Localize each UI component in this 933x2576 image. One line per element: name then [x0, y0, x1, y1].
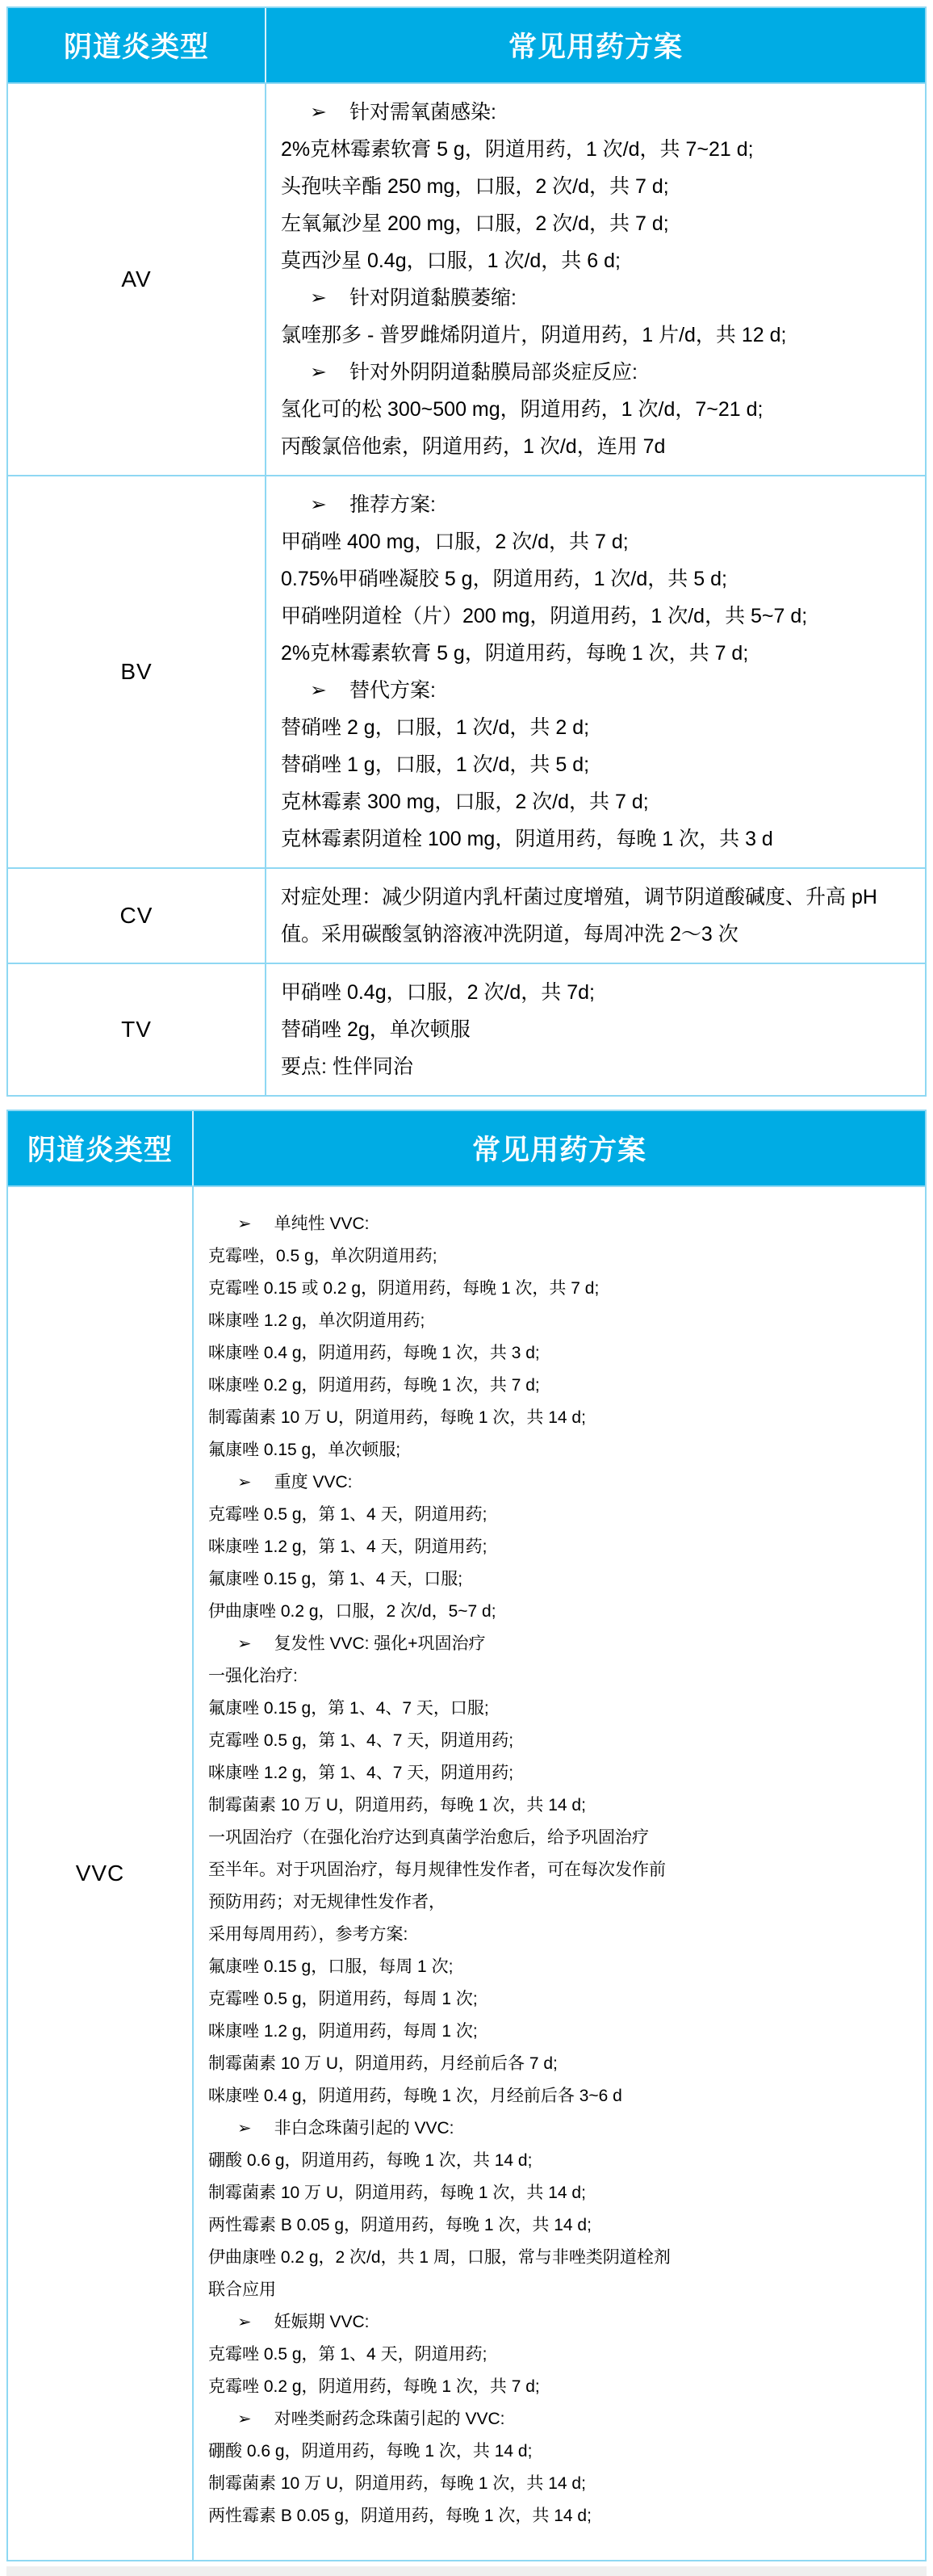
medication-line: 莫西沙星 0.4g，口服，1 次/d，共 6 d;	[281, 250, 621, 272]
bullet-arrow-icon: ➢	[237, 2410, 252, 2427]
table-header-row	[8, 1111, 925, 1185]
medication-line: 伊曲康唑 0.2 g，口服，2 次/d，5~7 d;	[208, 1602, 496, 1621]
table-row	[8, 1185, 925, 2560]
medication-plan-cell	[266, 964, 925, 1095]
medication-line: 氯喹那多 - 普罗雌烯阴道片，阴道用药，1 片/d，共 12 d;	[281, 324, 787, 346]
bullet-arrow-icon: ➢	[237, 1635, 252, 1652]
table-row	[8, 82, 925, 475]
medication-line: 甲硝唑阴道栓（片）200 mg，阴道用药，1 次/d，共 5~7 d;	[281, 605, 808, 627]
medication-line: 至半年。对于巩固治疗，每月规律性发作者，可在每次发作前	[208, 1861, 666, 1879]
medication-line: 硼酸 0.6 g，阴道用药，每晚 1 次，共 14 d;	[208, 2151, 533, 2170]
medication-plan-cell	[266, 869, 925, 963]
bullet-arrow-icon: ➢	[310, 680, 327, 701]
vaginitis-type-cell: BV	[8, 476, 266, 867]
table-row	[8, 867, 925, 963]
medication-line: 一强化治疗:	[208, 1667, 298, 1685]
medication-line: 克霉唑 0.5 g，阴道用药，每周 1 次;	[208, 1990, 478, 2008]
medication-line: 氟康唑 0.15 g，单次顿服;	[208, 1441, 401, 1459]
table-body	[8, 82, 925, 1095]
medication-line: ➢ 重度 VVC:	[208, 1466, 910, 1499]
medication-line: 克霉唑 0.5 g，第 1、4 天，阴道用药;	[208, 2345, 487, 2364]
table-body	[8, 1185, 925, 2560]
medication-line: 预防用药；对无规律性发作者，	[208, 1893, 446, 1911]
header-cell-medication-plan: 常见用药方案	[471, 1135, 646, 1166]
medication-line: 2%克林霉素软膏 5 g，阴道用药，1 次/d，共 7~21 d;	[281, 138, 754, 161]
medication-line: 0.75%甲硝唑凝胶 5 g，阴道用药，1 次/d，共 5 d;	[281, 568, 727, 590]
header-cell-vaginitis-type: 阴道炎类型	[8, 8, 266, 82]
medication-line: 2%克林霉素软膏 5 g，阴道用药，每晚 1 次，共 7 d;	[281, 642, 749, 665]
medication-line: 克霉唑 0.2 g，阴道用药，每晚 1 次，共 7 d;	[208, 2377, 540, 2396]
medication-line: ➢ 单纯性 VVC:	[208, 1208, 910, 1240]
medication-line: 氢化可的松 300~500 mg，阴道用药，1 次/d，7~21 d;	[281, 398, 764, 421]
medication-line: ➢ 非白念珠菌引起的 VVC:	[208, 2112, 910, 2145]
medication-line: 克霉唑，0.5 g，单次阴道用药;	[208, 1247, 437, 1265]
vaginitis-type-cell: VVC	[8, 1187, 194, 2560]
medication-line: 制霉菌素 10 万 U，阴道用药，每晚 1 次，共 14 d;	[208, 1796, 586, 1815]
medication-line: ➢ 针对阴道黏膜萎缩:	[281, 279, 910, 317]
medication-line: 咪康唑 1.2 g，第 1、4、7 天，阴道用药;	[208, 1764, 514, 1782]
medication-line: ➢ 针对外阴阴道黏膜局部炎症反应:	[281, 354, 910, 391]
medication-line: 制霉菌素 10 万 U，阴道用药，月经前后各 7 d;	[208, 2054, 558, 2073]
bullet-arrow-icon: ➢	[237, 1474, 252, 1491]
medication-line: 氟康唑 0.15 g，第 1、4、7 天，口服;	[208, 1699, 489, 1718]
table-row	[8, 963, 925, 1095]
bullet-arrow-icon: ➢	[310, 102, 327, 123]
medication-line: 克霉唑 0.5 g，第 1、4、7 天，阴道用药;	[208, 1731, 514, 1750]
medication-line: 咪康唑 1.2 g，阴道用药，每周 1 次;	[208, 2022, 478, 2041]
medication-line: ➢ 针对需氧菌感染:	[281, 94, 910, 131]
vaginitis-medication-table-2	[6, 1110, 927, 2561]
header-cell-medication-plan: 常见用药方案	[508, 31, 683, 63]
table-header-row	[8, 8, 925, 82]
vaginitis-medication-table-1	[6, 6, 927, 1097]
medication-plan-cell	[266, 84, 925, 475]
medication-line: 头孢呋辛酯 250 mg，口服，2 次/d，共 7 d;	[281, 175, 669, 198]
medication-line: 甲硝唑 0.4g，口服，2 次/d，共 7d;	[281, 981, 596, 1004]
medication-line: 氟康唑 0.15 g，口服，每周 1 次;	[208, 1957, 454, 1976]
medication-line: 制霉菌素 10 万 U，阴道用药，每晚 1 次，共 14 d;	[208, 1408, 586, 1427]
vaginitis-type-cell: TV	[8, 964, 266, 1095]
medication-line: 咪康唑 1.2 g，单次阴道用药;	[208, 1311, 425, 1330]
medication-line: 要点: 性伴同治	[281, 1055, 413, 1078]
medication-line: 咪康唑 0.2 g，阴道用药，每晚 1 次，共 7 d;	[208, 1376, 540, 1395]
medication-line: 氟康唑 0.15 g，第 1、4 天，口服;	[208, 1570, 463, 1588]
medication-line: 两性霉素 B 0.05 g，阴道用药，每晚 1 次，共 14 d;	[208, 2507, 592, 2525]
medication-line: ➢ 复发性 VVC: 强化+巩固治疗	[208, 1628, 910, 1660]
header-cell-vaginitis-type: 阴道炎类型	[8, 1111, 194, 1185]
medication-line: ➢ 推荐方案:	[281, 486, 910, 523]
medication-line: 一巩固治疗（在强化治疗达到真菌学治愈后，给予巩固治疗	[208, 1828, 649, 1847]
medication-line: 咪康唑 1.2 g，第 1、4 天，阴道用药;	[208, 1538, 487, 1556]
medication-line: ➢ 替代方案:	[281, 672, 910, 709]
bullet-arrow-icon: ➢	[237, 2120, 252, 2137]
medication-line: 联合应用	[208, 2280, 276, 2299]
medication-line: 两性霉素 B 0.05 g，阴道用药，每晚 1 次，共 14 d;	[208, 2216, 592, 2234]
medication-line: 制霉菌素 10 万 U，阴道用药，每晚 1 次，共 14 d;	[208, 2184, 586, 2202]
medication-line: 替硝唑 1 g，口服，1 次/d，共 5 d;	[281, 753, 590, 776]
medication-line: 克霉唑 0.5 g，第 1、4 天，阴道用药;	[208, 1505, 487, 1524]
bullet-arrow-icon: ➢	[310, 494, 327, 515]
medication-line: 咪康唑 0.4 g，阴道用药，每晚 1 次，月经前后各 3~6 d	[208, 2087, 622, 2105]
page-bottom-strip	[6, 2566, 927, 2576]
medication-line: 替硝唑 2 g，口服，1 次/d，共 2 d;	[281, 716, 590, 739]
medication-line: ➢ 妊娠期 VVC:	[208, 2306, 910, 2339]
medication-line: 替硝唑 2g，单次顿服	[281, 1018, 471, 1041]
medication-line: 丙酸氯倍他索，阴道用药，1 次/d，连用 7d	[281, 435, 666, 458]
vaginitis-type-cell: AV	[8, 84, 266, 475]
bullet-arrow-icon: ➢	[310, 362, 327, 383]
medication-line: 采用每周用药），参考方案:	[208, 1925, 408, 1944]
vaginitis-type-cell: CV	[8, 869, 266, 963]
medication-plan-cell	[194, 1187, 925, 2560]
medication-line: 左氧氟沙星 200 mg，口服，2 次/d，共 7 d;	[281, 212, 669, 235]
bullet-arrow-icon: ➢	[237, 2314, 252, 2331]
medication-line: 对症处理：减少阴道内乳杆菌过度增殖，调节阴道酸碱度、升高 pH 值。采用碳酸氢钠溶液冲洗阴道，每周冲洗 2～3 次	[281, 886, 877, 946]
medication-line: 甲硝唑 400 mg，口服，2 次/d，共 7 d;	[281, 531, 629, 553]
medication-plan-cell	[266, 476, 925, 867]
medication-line: 伊曲康唑 0.2 g，2 次/d，共 1 周，口服，常与非唑类阴道栓剂	[208, 2248, 671, 2267]
medication-line: 硼酸 0.6 g，阴道用药，每晚 1 次，共 14 d;	[208, 2442, 533, 2461]
medication-line: 制霉菌素 10 万 U，阴道用药，每晚 1 次，共 14 d;	[208, 2474, 586, 2493]
bullet-arrow-icon: ➢	[237, 1215, 252, 1232]
medication-line: 克林霉素阴道栓 100 mg，阴道用药，每晚 1 次，共 3 d	[281, 828, 773, 850]
bullet-arrow-icon: ➢	[310, 287, 327, 308]
medication-line: ➢ 对唑类耐药念珠菌引起的 VVC:	[208, 2403, 910, 2435]
medication-line: 克霉唑 0.15 或 0.2 g，阴道用药，每晚 1 次，共 7 d;	[208, 1279, 600, 1298]
table-row	[8, 475, 925, 867]
medication-line: 克林霉素 300 mg，口服，2 次/d，共 7 d;	[281, 791, 649, 813]
medication-line: 咪康唑 0.4 g，阴道用药，每晚 1 次，共 3 d;	[208, 1344, 540, 1362]
